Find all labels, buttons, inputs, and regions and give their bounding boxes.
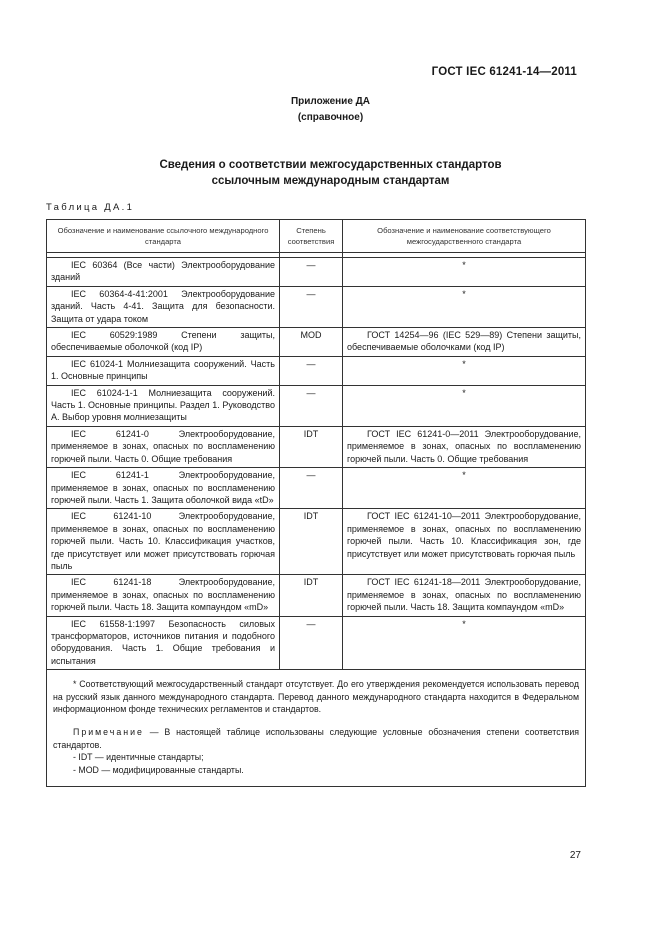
annex-heading [0, 94, 661, 126]
table-caption: Таблица ДА.1 [46, 202, 135, 213]
national-standard-cell: * [343, 258, 586, 287]
note-text: — В настоящей таблице использованы следующие условные обозначения степени соответствия стандартов. [53, 726, 579, 750]
intl-standard-cell: IEC 61024-1 Молниезащита сооружений. Часть 1. Основные принципы [47, 356, 280, 385]
footnote-row [47, 670, 586, 787]
degree-cell: — [280, 616, 343, 670]
national-standard-cell: * [343, 286, 586, 327]
national-standard-cell: ГОСТ IEC 61241-10—2011 Электрооборудование, применяемое в зонах, опасных по воспламенению горючей пыли. Часть 10. Классификация зон, где присутствует или может присутствовать горючая пыль [343, 509, 586, 575]
degree-cell: — [280, 468, 343, 509]
note-label: Примечание [73, 726, 144, 737]
intl-standard-cell: IEC 60529:1989 Степени защиты, обеспечиваемые оболочкой (код IP) [47, 328, 280, 357]
document-code: ГОСТ IEC 61241-14—2011 [431, 66, 577, 78]
table-header-row [47, 220, 586, 253]
correspondence-table [46, 219, 586, 787]
degree-cell: — [280, 385, 343, 426]
table-row [47, 426, 586, 467]
national-standard-cell: ГОСТ IEC 61241-0—2011 Электрооборудование, применяемое в зонах, опасных по воспламенению горючей пыли. Часть 0. Общие требования [343, 426, 586, 467]
table-row [47, 468, 586, 509]
table-row [47, 286, 586, 327]
intl-standard-cell: IEC 61558-1:1997 Безопасность силовых трансформаторов, источников питания и подобного оборудования. Часть 1. Общие требования и испытания [47, 616, 280, 670]
intl-standard-cell: IEC 61241-0 Электрооборудование, применяемое в зонах, опасных по воспламенению горючей пыли. Часть 0. Общие требования [47, 426, 280, 467]
degree-cell: IDT [280, 575, 343, 616]
table-row [47, 575, 586, 616]
degree-cell: IDT [280, 426, 343, 467]
national-standard-cell: ГОСТ 14254—96 (IEC 529—89) Степени защиты, обеспечиваемые оболочками (код IP) [343, 328, 586, 357]
annex-name: Приложение ДА [290, 96, 371, 107]
annex-type: (справочное) [297, 112, 364, 123]
table-row [47, 509, 586, 575]
degree-cell: — [280, 286, 343, 327]
national-standard-cell: * [343, 616, 586, 670]
header-degree: Степень соответствия [280, 220, 343, 253]
title-line-2: ссылочным международным стандартам [211, 175, 450, 187]
intl-standard-cell: IEC 60364 (Все части) Электрооборудование зданий [47, 258, 280, 287]
intl-standard-cell: IEC 61241-18 Электрооборудование, применяемое в зонах, опасных по воспламенению горючей пыли. Часть 18. Защита компаундом «mD» [47, 575, 280, 616]
table-row [47, 356, 586, 385]
intl-standard-cell: IEC 61241-1 Электрооборудование, применяемое в зонах, опасных по воспламенению горючей пыли. Часть 1. Защита оболочкой вида «tD» [47, 468, 280, 509]
degree-cell: MOD [280, 328, 343, 357]
intl-standard-cell: IEC 60364-4-41:2001 Электрооборудование зданий. Часть 4-41. Защита для безопасности. Защита от удара током [47, 286, 280, 327]
table-row [47, 258, 586, 287]
national-standard-cell: * [343, 468, 586, 509]
degree-cell: — [280, 356, 343, 385]
section-title [0, 157, 661, 189]
footnote-text: * Соответствующий межгосударственный стандарт отсутствует. До его утверждения рекомендуется использовать перевод на русский язык данного международного стандарта. Перевод данного международного стандарта находится в Федеральном информационном фонде технических регламентов и стандартов. [53, 679, 579, 715]
header-national-standard: Обозначение и наименование соответствующего межгосударственного стандарта [343, 220, 586, 253]
header-intl-standard: Обозначение и наименование ссылочного международного стандарта [47, 220, 280, 253]
national-standard-cell: * [343, 385, 586, 426]
table-row [47, 616, 586, 670]
degree-cell: IDT [280, 509, 343, 575]
degree-cell: — [280, 258, 343, 287]
intl-standard-cell: IEC 61241-10 Электрооборудование, применяемое в зонах, опасных по воспламенению горючей пыли. Часть 10. Классификация участков, где присутствует или может присутствовать горючая пыль [47, 509, 280, 575]
note-item-idt: - IDT — идентичные стандарты; [73, 752, 204, 763]
title-line-1: Сведения о соответствии межгосударственных стандартов [159, 159, 502, 171]
intl-standard-cell: IEC 61024-1-1 Молниезащита сооружений. Часть 1. Основные принципы. Раздел 1. Руководство А. Выбор уровня молниезащиты [47, 385, 280, 426]
note-paragraph [53, 726, 579, 751]
footnote-cell [47, 670, 586, 787]
table-row [47, 328, 586, 357]
table-row [47, 385, 586, 426]
national-standard-cell: * [343, 356, 586, 385]
national-standard-cell: ГОСТ IEC 61241-18—2011 Электрооборудование, применяемое в зонах, опасных по воспламенению горючей пыли. Часть 18. Защита компаундом «mD» [343, 575, 586, 616]
note-item-mod: - MOD — модифицированные стандарты. [73, 764, 244, 775]
page-number: 27 [569, 850, 581, 861]
